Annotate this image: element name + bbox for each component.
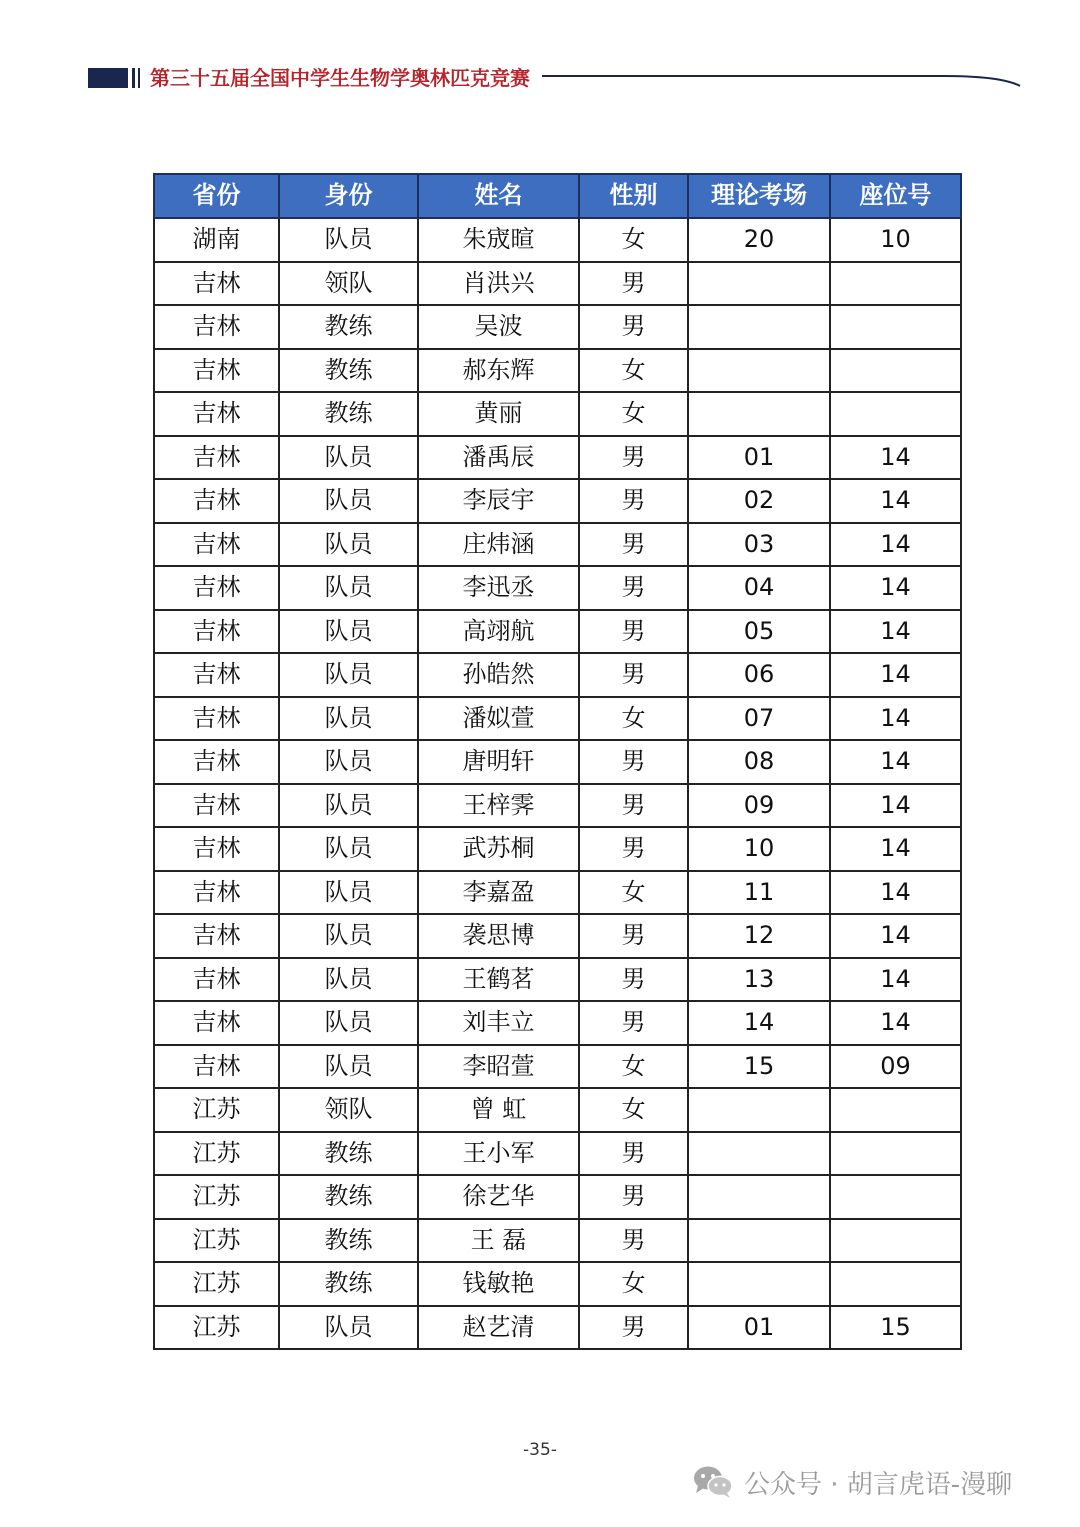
table-row bbox=[154, 958, 961, 1002]
table-row bbox=[154, 784, 961, 828]
table-cell: 肖洪兴 bbox=[418, 262, 579, 306]
table-cell: 李昭萱 bbox=[418, 1045, 579, 1089]
table-cell: 吉林 bbox=[154, 305, 279, 349]
table-cell: 王鹤茗 bbox=[418, 958, 579, 1002]
table-row bbox=[154, 349, 961, 393]
table-cell bbox=[830, 349, 961, 393]
column-header: 座位号 bbox=[830, 174, 961, 218]
table-cell: 女 bbox=[579, 871, 688, 915]
table-cell: 王小军 bbox=[418, 1132, 579, 1176]
table-cell: 吉林 bbox=[154, 566, 279, 610]
table-cell: 04 bbox=[688, 566, 830, 610]
table-cell: 男 bbox=[579, 740, 688, 784]
table-cell bbox=[688, 305, 830, 349]
table-cell: 曾 虹 bbox=[418, 1088, 579, 1132]
table-cell: 教练 bbox=[279, 305, 418, 349]
table-cell: 江苏 bbox=[154, 1132, 279, 1176]
table-cell: 吉林 bbox=[154, 479, 279, 523]
table-cell: 01 bbox=[688, 1306, 830, 1350]
table-cell: 14 bbox=[830, 653, 961, 697]
table-cell: 队员 bbox=[279, 436, 418, 480]
table-cell: 14 bbox=[830, 436, 961, 480]
table-header-row bbox=[154, 174, 961, 218]
table-cell: 男 bbox=[579, 958, 688, 1002]
table-cell: 队员 bbox=[279, 653, 418, 697]
table-cell bbox=[830, 262, 961, 306]
table-cell: 08 bbox=[688, 740, 830, 784]
table-cell bbox=[830, 1219, 961, 1263]
table-cell bbox=[830, 1132, 961, 1176]
table-row bbox=[154, 1175, 961, 1219]
table-row bbox=[154, 392, 961, 436]
table-cell: 潘姒萱 bbox=[418, 697, 579, 741]
table-row bbox=[154, 1306, 961, 1350]
table-cell: 袭思博 bbox=[418, 914, 579, 958]
table-cell: 14 bbox=[830, 523, 961, 567]
table-cell: 男 bbox=[579, 827, 688, 871]
table-cell: 钱敏艳 bbox=[418, 1262, 579, 1306]
table-cell: 女 bbox=[579, 1088, 688, 1132]
table-cell: 吉林 bbox=[154, 827, 279, 871]
table-cell: 李嘉盈 bbox=[418, 871, 579, 915]
table-cell: 队员 bbox=[279, 827, 418, 871]
column-header: 姓名 bbox=[418, 174, 579, 218]
table-cell bbox=[830, 1175, 961, 1219]
table-cell: 庄炜涵 bbox=[418, 523, 579, 567]
table-cell: 14 bbox=[830, 784, 961, 828]
table-cell: 徐艺华 bbox=[418, 1175, 579, 1219]
table-cell: 07 bbox=[688, 697, 830, 741]
table-cell: 15 bbox=[688, 1045, 830, 1089]
page-number: -35- bbox=[523, 1440, 557, 1460]
table-row bbox=[154, 523, 961, 567]
table-cell bbox=[830, 1088, 961, 1132]
table-cell bbox=[688, 1219, 830, 1263]
table-cell: 教练 bbox=[279, 1262, 418, 1306]
column-header: 省份 bbox=[154, 174, 279, 218]
table-cell: 女 bbox=[579, 218, 688, 262]
table-cell: 唐明轩 bbox=[418, 740, 579, 784]
header-block-decoration bbox=[88, 68, 128, 88]
table-cell: 14 bbox=[830, 740, 961, 784]
table-cell: 吉林 bbox=[154, 958, 279, 1002]
table-row bbox=[154, 262, 961, 306]
table-cell: 14 bbox=[830, 697, 961, 741]
table-cell: 队员 bbox=[279, 218, 418, 262]
table-cell: 队员 bbox=[279, 784, 418, 828]
table-cell bbox=[688, 1088, 830, 1132]
table-cell: 吉林 bbox=[154, 697, 279, 741]
table-cell: 队员 bbox=[279, 914, 418, 958]
table-cell: 吉林 bbox=[154, 871, 279, 915]
table-cell: 14 bbox=[830, 1001, 961, 1045]
table-cell: 女 bbox=[579, 392, 688, 436]
header-rule-line bbox=[542, 72, 1022, 88]
table-cell: 男 bbox=[579, 523, 688, 567]
table-cell: 男 bbox=[579, 784, 688, 828]
table-cell: 领队 bbox=[279, 262, 418, 306]
table-cell: 吉林 bbox=[154, 262, 279, 306]
table-cell: 男 bbox=[579, 1001, 688, 1045]
table-cell bbox=[830, 392, 961, 436]
table-cell: 湖南 bbox=[154, 218, 279, 262]
table-cell: 男 bbox=[579, 653, 688, 697]
table-cell: 吴波 bbox=[418, 305, 579, 349]
header-bar-decoration bbox=[132, 68, 135, 88]
table-cell: 09 bbox=[830, 1045, 961, 1089]
table-cell: 潘禹辰 bbox=[418, 436, 579, 480]
table-cell: 教练 bbox=[279, 392, 418, 436]
table-row bbox=[154, 610, 961, 654]
table-cell: 队员 bbox=[279, 523, 418, 567]
table-cell: 20 bbox=[688, 218, 830, 262]
table-cell: 吉林 bbox=[154, 784, 279, 828]
table-cell: 女 bbox=[579, 1045, 688, 1089]
table-cell: 李迅丞 bbox=[418, 566, 579, 610]
table-cell: 男 bbox=[579, 1175, 688, 1219]
table-cell: 女 bbox=[579, 697, 688, 741]
header-title: 第三十五届全国中学生生物学奥林匹克竞赛 bbox=[150, 66, 530, 90]
table-cell: 孙皓然 bbox=[418, 653, 579, 697]
column-header: 理论考场 bbox=[688, 174, 830, 218]
table-cell: 女 bbox=[579, 349, 688, 393]
wechat-icon bbox=[692, 1464, 734, 1500]
table-cell: 王梓霁 bbox=[418, 784, 579, 828]
table-cell: 14 bbox=[830, 479, 961, 523]
table-cell: 吉林 bbox=[154, 523, 279, 567]
table-cell: 队员 bbox=[279, 1306, 418, 1350]
table-row bbox=[154, 1132, 961, 1176]
table-cell: 14 bbox=[830, 914, 961, 958]
table-cell: 李辰宇 bbox=[418, 479, 579, 523]
roster-table bbox=[153, 173, 962, 1350]
table-cell: 女 bbox=[579, 1262, 688, 1306]
table-cell bbox=[688, 1175, 830, 1219]
table-cell: 队员 bbox=[279, 1001, 418, 1045]
table-cell: 14 bbox=[830, 827, 961, 871]
table-cell: 江苏 bbox=[154, 1175, 279, 1219]
table-cell: 高翊航 bbox=[418, 610, 579, 654]
table-cell: 队员 bbox=[279, 1045, 418, 1089]
table-cell: 教练 bbox=[279, 1175, 418, 1219]
table-cell: 吉林 bbox=[154, 436, 279, 480]
table-cell: 赵艺清 bbox=[418, 1306, 579, 1350]
table-cell bbox=[688, 1262, 830, 1306]
table-cell: 队员 bbox=[279, 871, 418, 915]
table-cell: 黄丽 bbox=[418, 392, 579, 436]
table-cell: 队员 bbox=[279, 566, 418, 610]
table-cell bbox=[830, 1262, 961, 1306]
table-cell bbox=[688, 1132, 830, 1176]
table-cell: 男 bbox=[579, 610, 688, 654]
table-cell: 王 磊 bbox=[418, 1219, 579, 1263]
table-cell: 吉林 bbox=[154, 653, 279, 697]
table-cell: 09 bbox=[688, 784, 830, 828]
table-cell: 14 bbox=[830, 958, 961, 1002]
column-header: 身份 bbox=[279, 174, 418, 218]
table-row bbox=[154, 218, 961, 262]
table-cell: 男 bbox=[579, 1219, 688, 1263]
table-cell: 队员 bbox=[279, 740, 418, 784]
table-cell: 男 bbox=[579, 479, 688, 523]
watermark bbox=[692, 1462, 1012, 1502]
table-cell: 江苏 bbox=[154, 1306, 279, 1350]
table-row bbox=[154, 653, 961, 697]
table-row bbox=[154, 1001, 961, 1045]
table-cell: 队员 bbox=[279, 610, 418, 654]
table-cell: 吉林 bbox=[154, 392, 279, 436]
table-cell: 男 bbox=[579, 436, 688, 480]
table-cell: 吉林 bbox=[154, 349, 279, 393]
page-header bbox=[88, 64, 1028, 94]
table-cell: 郝东辉 bbox=[418, 349, 579, 393]
table-row bbox=[154, 1045, 961, 1089]
table-cell: 男 bbox=[579, 1132, 688, 1176]
table-row bbox=[154, 566, 961, 610]
table-row bbox=[154, 871, 961, 915]
table-cell: 11 bbox=[688, 871, 830, 915]
table-cell: 15 bbox=[830, 1306, 961, 1350]
table-cell: 吉林 bbox=[154, 1045, 279, 1089]
table-row bbox=[154, 479, 961, 523]
table-cell: 教练 bbox=[279, 349, 418, 393]
watermark-text: 公众号 · 胡言虎语-漫聊 bbox=[744, 1469, 1013, 1500]
table-cell: 吉林 bbox=[154, 610, 279, 654]
table-cell: 队员 bbox=[279, 958, 418, 1002]
table-cell: 武苏桐 bbox=[418, 827, 579, 871]
table-cell: 朱宬暄 bbox=[418, 218, 579, 262]
table-row bbox=[154, 1219, 961, 1263]
table-cell: 14 bbox=[830, 610, 961, 654]
table-cell: 吉林 bbox=[154, 914, 279, 958]
table-row bbox=[154, 1088, 961, 1132]
table-cell: 02 bbox=[688, 479, 830, 523]
table-cell: 领队 bbox=[279, 1088, 418, 1132]
header-bar-decoration bbox=[138, 68, 140, 88]
table-row bbox=[154, 827, 961, 871]
table-cell: 10 bbox=[688, 827, 830, 871]
table-cell: 教练 bbox=[279, 1219, 418, 1263]
column-header: 性别 bbox=[579, 174, 688, 218]
table-cell: 吉林 bbox=[154, 1001, 279, 1045]
table-cell: 队员 bbox=[279, 697, 418, 741]
table-cell: 10 bbox=[830, 218, 961, 262]
table-cell: 12 bbox=[688, 914, 830, 958]
table-cell: 05 bbox=[688, 610, 830, 654]
table-cell bbox=[688, 392, 830, 436]
table-cell: 13 bbox=[688, 958, 830, 1002]
table-row bbox=[154, 436, 961, 480]
table-row bbox=[154, 914, 961, 958]
table-cell: 男 bbox=[579, 914, 688, 958]
table-cell bbox=[688, 349, 830, 393]
table-cell: 14 bbox=[688, 1001, 830, 1045]
table-body bbox=[154, 218, 961, 1349]
table-row bbox=[154, 740, 961, 784]
table-cell: 14 bbox=[830, 566, 961, 610]
table-cell: 吉林 bbox=[154, 740, 279, 784]
table-cell: 江苏 bbox=[154, 1262, 279, 1306]
table-cell: 06 bbox=[688, 653, 830, 697]
table-cell: 江苏 bbox=[154, 1219, 279, 1263]
table-row bbox=[154, 305, 961, 349]
table-cell: 队员 bbox=[279, 479, 418, 523]
table-cell: 03 bbox=[688, 523, 830, 567]
table-cell: 男 bbox=[579, 305, 688, 349]
table-cell: 01 bbox=[688, 436, 830, 480]
table-cell: 教练 bbox=[279, 1132, 418, 1176]
table-cell: 男 bbox=[579, 566, 688, 610]
table-cell: 江苏 bbox=[154, 1088, 279, 1132]
table-cell bbox=[688, 262, 830, 306]
table-cell: 男 bbox=[579, 262, 688, 306]
table-cell bbox=[830, 305, 961, 349]
table-cell: 14 bbox=[830, 871, 961, 915]
table-row bbox=[154, 697, 961, 741]
table-cell: 刘丰立 bbox=[418, 1001, 579, 1045]
table-row bbox=[154, 1262, 961, 1306]
table-cell: 男 bbox=[579, 1306, 688, 1350]
